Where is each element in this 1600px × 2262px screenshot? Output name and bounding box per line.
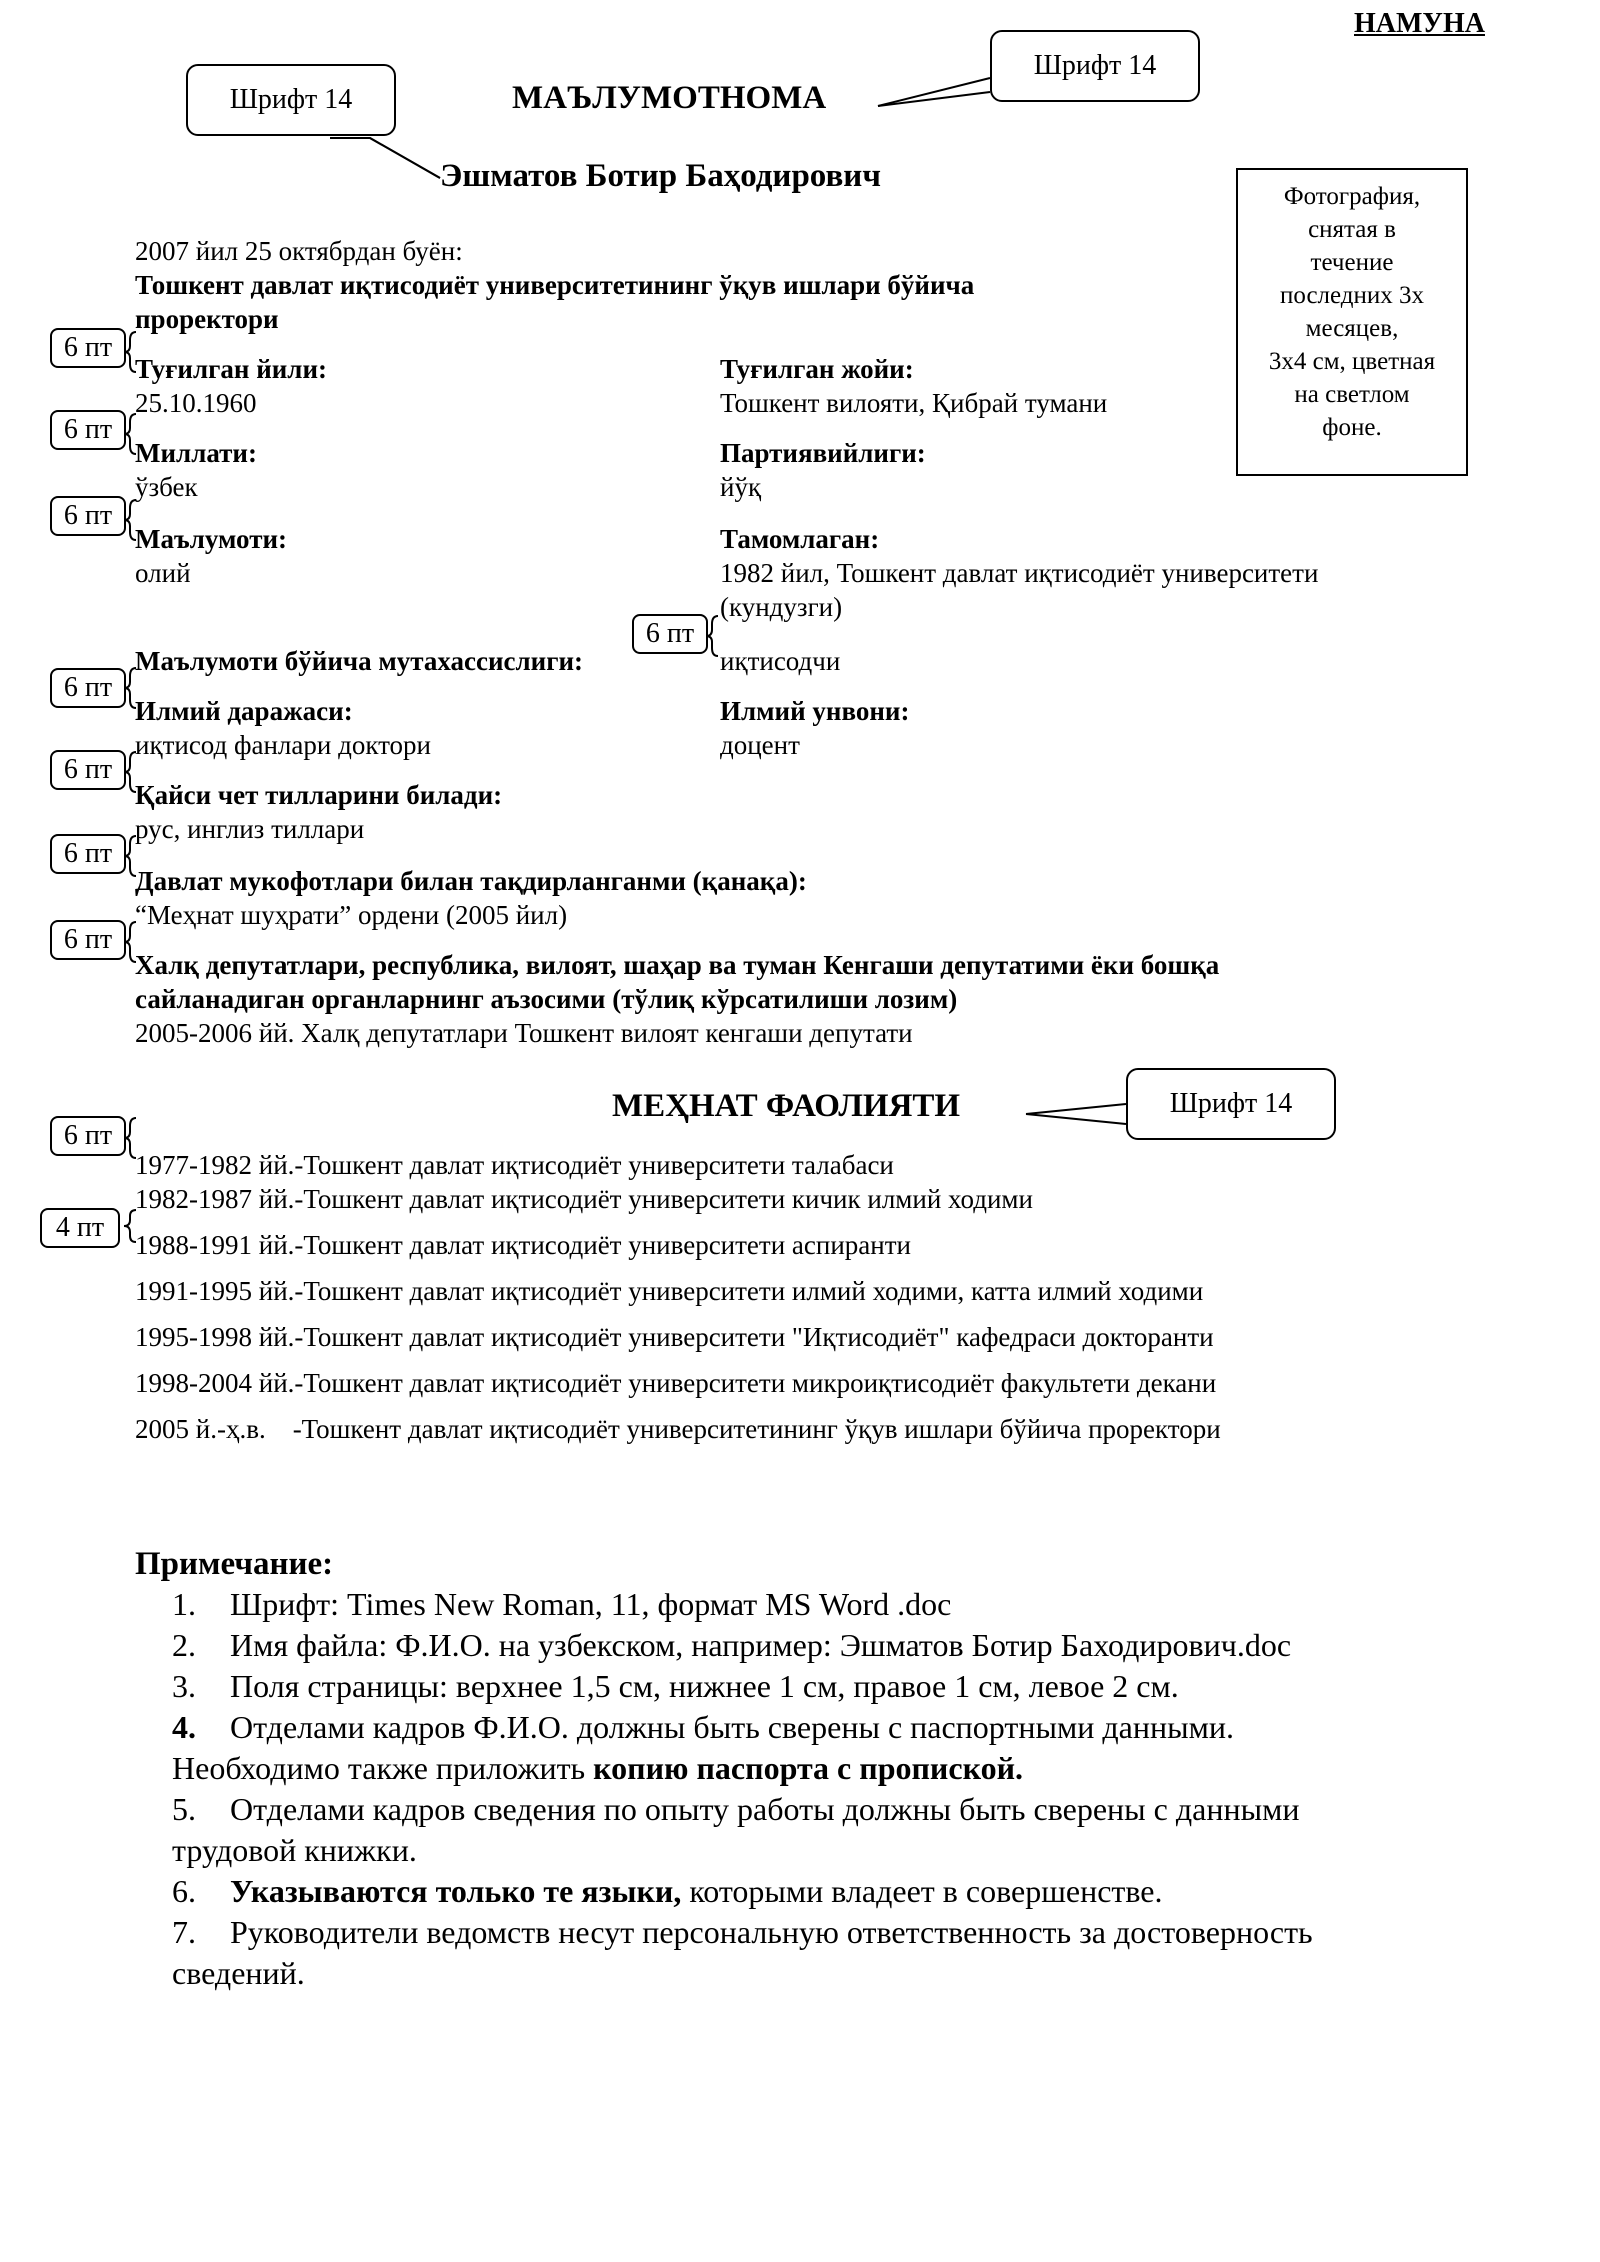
birth-year-label: Туғилган йили: — [135, 354, 328, 384]
note-item — [172, 1871, 1163, 1912]
note-number: 7. — [172, 1914, 196, 1950]
work-item: 1998-2004 йй.-Тошкент давлат иқтисодиёт университети микроиқтисодиёт факультети декани — [135, 1368, 1217, 1398]
font-callout-name — [186, 64, 396, 136]
work-item: 1991-1995 йй.-Тошкент давлат иқтисодиёт университети илмий ходими, катта илмий ходими — [135, 1276, 1204, 1306]
note-item-cont — [172, 1748, 1023, 1789]
education-label: Маълумоти: — [135, 524, 288, 554]
note-item — [172, 1707, 1234, 1748]
note-number: 6. — [172, 1873, 196, 1909]
notes-title: Примечание: — [135, 1546, 334, 1582]
languages-label: Қайси чет тилларини билади: — [135, 780, 503, 810]
education: олий — [135, 558, 191, 588]
degree: иқтисод фанлари доктори — [135, 730, 431, 760]
font-callout-label: Шрифт 14 — [1169, 1088, 1293, 1119]
note-item — [172, 1584, 951, 1625]
awards: “Меҳнат шуҳрати” ордени (2005 йил) — [135, 900, 568, 930]
nationality: ўзбек — [135, 472, 198, 502]
note-text: Шрифт: Times New Roman, 11, формат MS Word .doc — [230, 1586, 952, 1622]
spacing-tag: 6 пт — [50, 834, 126, 874]
graduated: 1982 йил, Тошкент давлат иқтисодиёт университети — [720, 558, 1319, 588]
graduated-label: Тамомлаган: — [720, 524, 880, 554]
awards-label: Давлат мукофотлари билан тақдирланганми (қанақа): — [135, 866, 807, 896]
callout-pointer-title — [878, 78, 990, 106]
note-text: Отделами кадров сведения по опыту работы должны быть сверены с данными — [230, 1791, 1300, 1827]
font-callout-work — [1126, 1068, 1336, 1140]
spacing-tag: 4 пт — [40, 1208, 120, 1248]
note-number: 5. — [172, 1791, 196, 1827]
note-number: 4. — [172, 1709, 196, 1745]
specialty-label: Маълумоти бўйича мутахассислиги: — [135, 646, 584, 676]
party-label: Партиявийлиги: — [720, 438, 926, 468]
deputy: 2005-2006 йй. Халқ депутатлари Тошкент вилоят кенгаши депутати — [135, 1018, 913, 1048]
callout-pointer-name — [330, 138, 440, 178]
callout-pointer-work — [1026, 1104, 1126, 1114]
font-callout-title — [990, 30, 1200, 102]
note-item — [172, 1666, 1179, 1707]
note-text: Поля страницы: верхнее 1,5 см, нижнее 1 см, правое 1 см, левое 2 см. — [230, 1668, 1179, 1704]
note-item — [172, 1625, 1291, 1666]
specialty: иқтисодчи — [720, 646, 841, 676]
birth-year: 25.10.1960 — [135, 388, 257, 418]
position-since: 2007 йил 25 октябрдан буён: — [135, 236, 463, 266]
spacing-tag: 6 пт — [50, 1116, 126, 1156]
spacing-tag: 6 пт — [50, 410, 126, 450]
birth-place: Тошкент вилояти, Қибрай тумани — [720, 388, 1108, 418]
party: йўқ — [720, 472, 762, 502]
spacing-tag: 6 пт — [50, 668, 126, 708]
note-text: Отделами кадров Ф.И.О. должны быть сверены с паспортными данными. — [230, 1709, 1234, 1745]
work-item: 1977-1982 йй.-Тошкент давлат иқтисодиёт университети талабаси — [135, 1150, 894, 1180]
spacing-tag: 6 пт — [632, 614, 708, 654]
position-title-cont: проректори — [135, 304, 279, 334]
note-number: 1. — [172, 1586, 196, 1622]
work-item: 1982-1987 йй.-Тошкент давлат иқтисодиёт университети кичик илмий ходими — [135, 1184, 1033, 1214]
note-text: Руководители ведомств несут персональную ответственность за достоверность — [230, 1914, 1313, 1950]
person-name: Эшматов Ботир Баҳодирович — [440, 158, 881, 194]
spacing-tag: 6 пт — [50, 920, 126, 960]
note-text: Необходимо также приложить — [172, 1750, 594, 1786]
work-item: 1995-1998 йй.-Тошкент давлат иқтисодиёт университети "Иқтисодиёт" кафедраси докторанти — [135, 1322, 1214, 1352]
degree-label: Илмий даражаси: — [135, 696, 353, 726]
note-item-cont: сведений. — [172, 1955, 305, 1991]
work-item: 1988-1991 йй.-Тошкент давлат иқтисодиёт университети аспиранти — [135, 1230, 911, 1260]
note-number: 2. — [172, 1627, 196, 1663]
spacing-tag: 6 пт — [50, 750, 126, 790]
deputy-label-cont: сайланадиган органларнинг аъзосими (тўлиқ кўрсатилиши лозим) — [135, 984, 958, 1014]
page-title: МАЪЛУМОТНОМА — [512, 80, 827, 116]
deputy-label: Халқ депутатлари, республика, вилоят, шаҳар ва туман Кенгаши депутатими ёки бошқа — [135, 950, 1220, 980]
rank: доцент — [720, 730, 800, 760]
graduated-cont: (кундузги) — [720, 592, 843, 622]
note-text: Имя файла: Ф.И.О. на узбекском, например: Эшматов Ботир Баходирович.doc — [230, 1627, 1292, 1663]
sample-label: НАМУНА — [1354, 8, 1485, 39]
spacing-tag: 6 пт — [50, 496, 126, 536]
birth-place-label: Туғилган жойи: — [720, 354, 914, 384]
work-item: 2005 й.-ҳ.в. -Тошкент давлат иқтисодиёт университетининг ўқув ишлари бўйича проректори — [135, 1414, 1221, 1444]
languages: рус, инглиз тиллари — [135, 814, 365, 844]
note-item-cont: трудовой книжки. — [172, 1832, 417, 1868]
note-text: которыми владеет в совершенстве. — [681, 1873, 1163, 1909]
note-item — [172, 1789, 1299, 1830]
note-item — [172, 1912, 1313, 1953]
note-text-bold: копию паспорта с пропиской. — [593, 1750, 1024, 1786]
note-text-bold: Указываются только те языки, — [230, 1873, 682, 1909]
rank-label: Илмий унвони: — [720, 696, 910, 726]
photo-placeholder: Фотография, снятая в течение последних 3х месяцев, 3х4 см, цветная на светлом фоне. — [1236, 168, 1468, 476]
note-number: 3. — [172, 1668, 196, 1704]
nationality-label: Миллати: — [135, 438, 257, 468]
position-title: Тошкент давлат иқтисодиёт университетининг ўқув ишлари бўйича — [135, 270, 975, 300]
font-callout-label: Шрифт 14 — [229, 84, 353, 115]
font-callout-label: Шрифт 14 — [1033, 50, 1157, 81]
spacing-tag: 6 пт — [50, 328, 126, 368]
work-section-title: МЕҲНАТ ФАОЛИЯТИ — [612, 1088, 961, 1124]
